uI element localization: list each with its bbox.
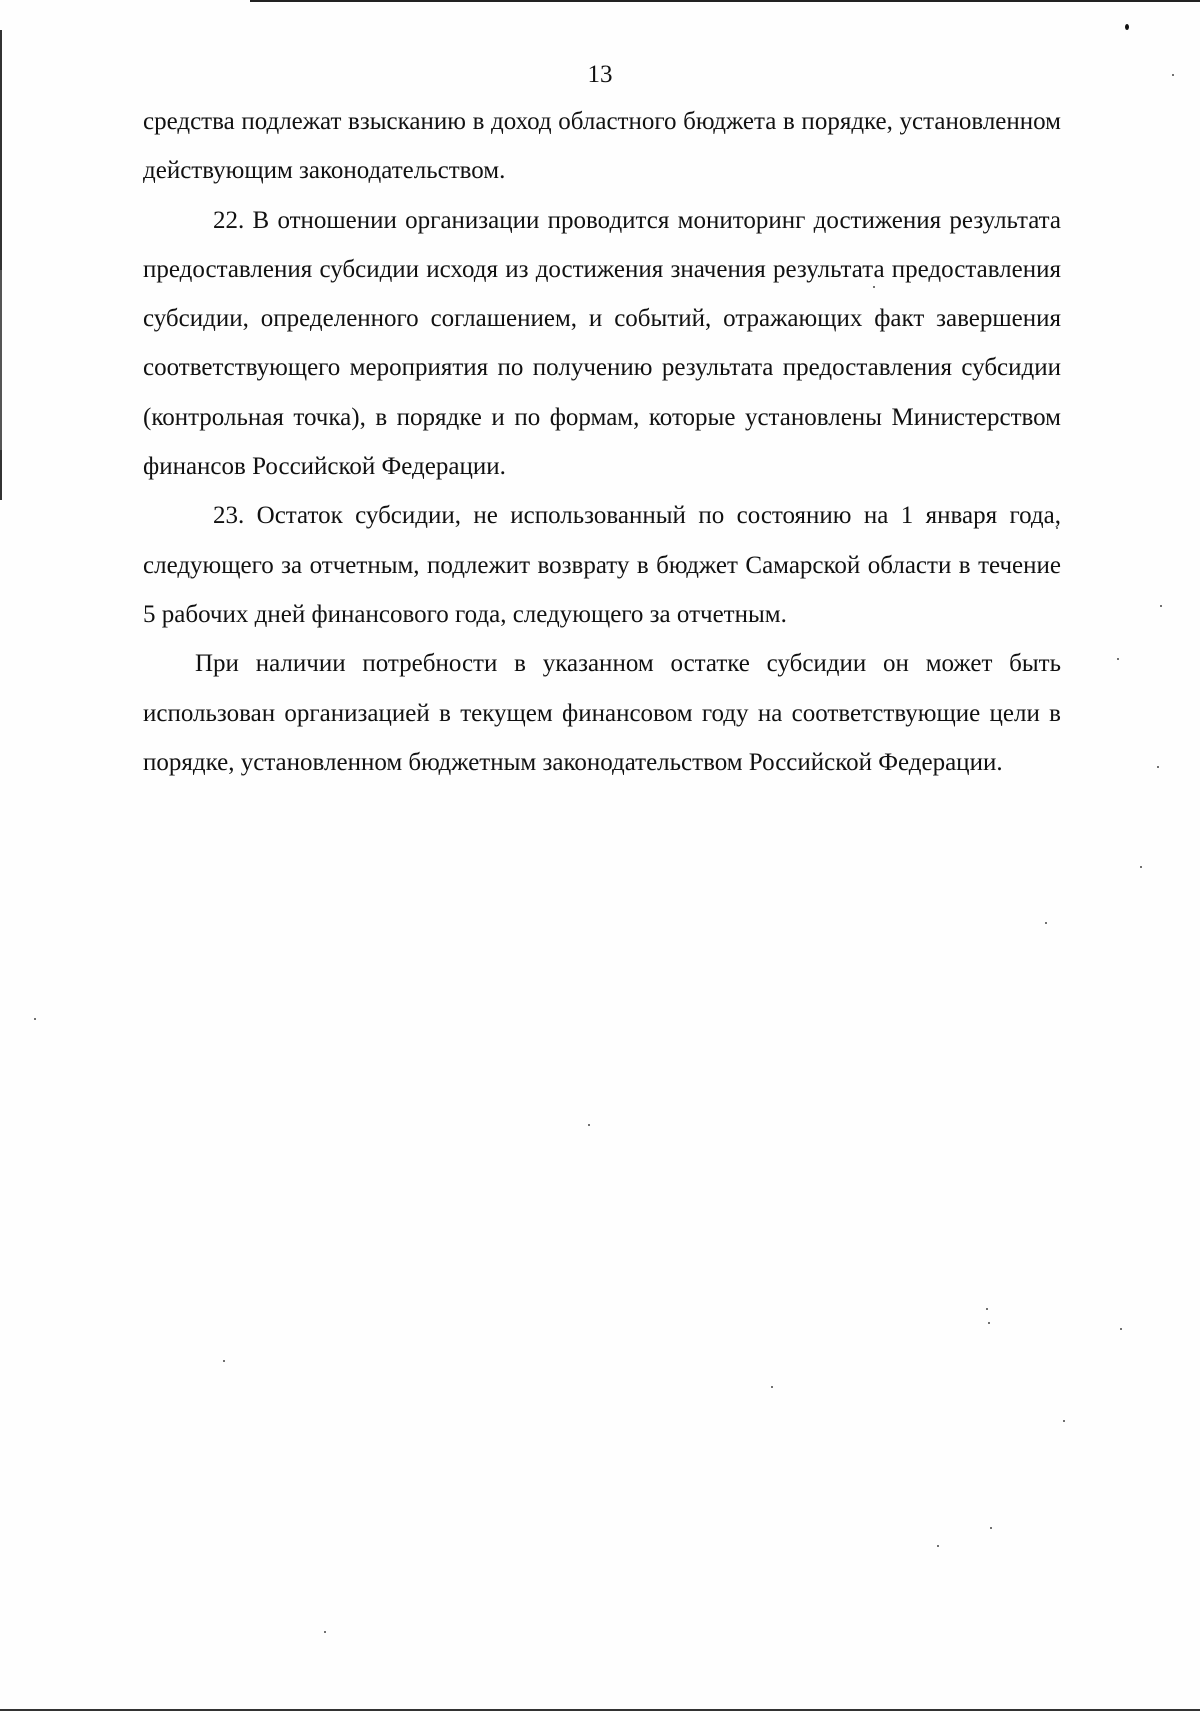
paragraph-23: 23. Остаток субсидии, не использованный по состоянию на 1 января года, следующего за отчетным, подлежит возврату в бюджет Самарской области в течение 5 рабочих дней финансового года, следующего за отчетным. (143, 502, 1061, 628)
paragraph-22: 22. В отношении организации проводится мониторинг достижения результата предоставления субсидии исходя из достижения значения результата предоставления субсидии, определенного соглашением, и событий, отражающих факт завершения соответствующего мероприятия по получению результата предоставления субсидии (контрольная точка), в порядке и по формам, которые установлены Министерством финансов Российской Федерации. (143, 206, 1061, 481)
scan-speck (1125, 24, 1129, 30)
scan-speck (34, 1018, 36, 1020)
scan-edge-left-inner (0, 270, 2, 450)
scan-speck (1063, 1420, 1065, 1422)
scan-speck (986, 1308, 988, 1310)
scan-speck (771, 1386, 773, 1388)
page-number: 13 (587, 61, 613, 88)
document-body (143, 97, 1061, 787)
scan-speck (1120, 1328, 1122, 1330)
scan-speck (1157, 766, 1159, 768)
scan-speck (324, 1631, 326, 1633)
scan-edge-top (250, 0, 1200, 2)
scan-speck (223, 1360, 225, 1362)
scan-speck (588, 1124, 590, 1126)
scan-speck (1117, 658, 1119, 660)
scan-speck (988, 1322, 990, 1324)
scan-speck (937, 1545, 939, 1547)
scan-speck (990, 1527, 992, 1529)
paragraph-23-remainder-use: При наличии потребности в указанном остатке субсидии он может быть использован организацией в текущем финансовом году на соответствующие цели в порядке, установленном бюджетным законодательством Российской Федерации. (143, 650, 1061, 776)
scan-speck (1160, 605, 1162, 607)
paragraph-continuation: средства подлежат взысканию в доход областного бюджета в порядке, установленном действующим законодательством. (143, 108, 1061, 185)
scan-speck (1140, 866, 1142, 868)
scan-speck (1045, 922, 1047, 924)
